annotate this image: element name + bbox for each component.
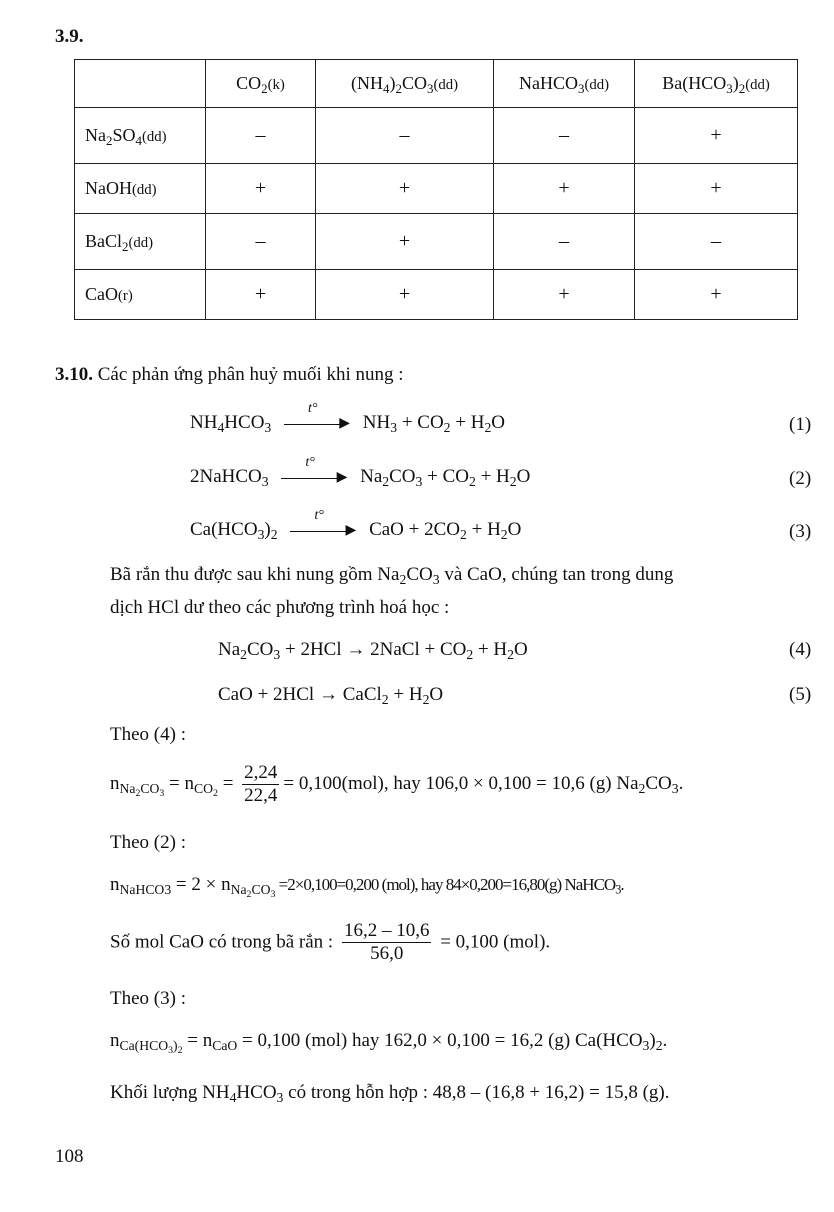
table-header-row [75, 60, 798, 108]
table-cell: + [635, 108, 798, 164]
table-cell: + [635, 270, 798, 320]
col-header-nh4-2co3: $(NH_4)_2CO_3(dd)$ [316, 60, 494, 108]
final-mass-line: Khối lượng $NH_4HCO_3$ có trong hỗn hợp : 48,8 – (16,8 + 16,2) = 15,8 (g). [110, 1082, 670, 1106]
section-intro: Các phản ứng phân huỷ muối khi nung : [97, 364, 404, 385]
reaction-table [74, 59, 798, 320]
equation-number-3: (3) [789, 521, 812, 542]
theo-3-label: Theo (3) : [110, 988, 186, 1009]
table-cell: – [206, 108, 316, 164]
paragraph-line-2: dịch HCl dư theo các phương trình hoá học : [110, 597, 450, 618]
row-header-na2so4: $Na_2SO_4(dd)$ [75, 108, 206, 164]
equation-5: CaO + 2HCl → CaCl$_2$ + $H_2O$ [218, 684, 444, 708]
table-cell: – [635, 214, 798, 270]
table-cell: + [635, 164, 798, 214]
table-cell: + [206, 164, 316, 214]
table-cell: – [494, 214, 635, 270]
section-heading-3-10 [55, 364, 404, 386]
equation-1: $NH_4HCO_3$ t° ▶ $NH_3 + CO_2 + H_2O$ [190, 400, 506, 436]
equation-2: 2NaHCO$_3$ t° ▶ $Na_2CO_3 + CO_2 + H_2O$ [190, 454, 531, 490]
table-cell: – [206, 214, 316, 270]
page-number: 108 [55, 1146, 84, 1167]
col-header-ba-hco3-2: $Ba(HCO_3)_2(dd)$ [635, 60, 798, 108]
cao-moles-line: Số mol CaO có trong bã rắn : $\frac{16,2 - 10,6}{56,0}$ = 0,100 (mol). [110, 920, 551, 964]
row-header-bacl2: BaCl$_2$(dd) [75, 214, 206, 270]
table-row [75, 270, 798, 320]
heat-arrow: t° ▶ [281, 471, 347, 485]
calculation-ca-hco3-2: $n_{Ca(HCO_3)_2} = n_{CaO} = 0,100$ (mol) hay 162,0 × 0,100 = 16,2 (g) $Ca(HCO_3)_2$. [110, 1030, 668, 1057]
table-corner-cell [75, 60, 206, 108]
paragraph-line-1: Bã rắn thu được sau khi nung gồm $Na_2CO_3$ và CaO, chúng tan trong dung [110, 564, 674, 588]
equation-4: $Na_2CO_3 + 2HCl$ → 2NaCl + $CO_2 + H_2O$ [218, 639, 528, 663]
theo-2-label: Theo (2) : [110, 832, 186, 853]
table-cell: + [206, 270, 316, 320]
equation-3: $Ca(HCO_3)_2$ t° ▶ CaO + $2CO_2 + H_2O$ [190, 507, 522, 543]
equation-number-4: (4) [789, 639, 812, 660]
table-cell: + [494, 164, 635, 214]
calculation-na2co3: $n_{Na_2CO_3} = n_{CO_2}$ = $\frac{2,24}{22,4}$ = 0,100(mol), hay 106,0 × 0,100 = 10,6 (g) $Na_2CO_3$. [110, 762, 684, 806]
section-label-3-9: 3.9. [55, 26, 84, 47]
calculation-nahco3: $n_{NaHCO3} = 2 \times n_{Na_2CO_3} =2\times 0,100=0,200$ (mol), hay 84×0,200=16,80(g) NaHCO$_3$. [110, 874, 624, 901]
fraction-cao: $\frac{16,2 - 10,6}{56,0}$ [343, 920, 430, 964]
table-row [75, 214, 798, 270]
table-cell: + [316, 164, 494, 214]
section-label-3-10: 3.10. [55, 364, 93, 385]
table-cell: – [494, 108, 635, 164]
theo-4-label: Theo (4) : [110, 724, 186, 745]
heat-arrow: t° ▶ [284, 417, 350, 431]
table-row [75, 108, 798, 164]
col-header-co2: $CO_2(k)$ [206, 60, 316, 108]
col-header-nahco3: NaHCO$_3$(dd) [494, 60, 635, 108]
equation-number-2: (2) [789, 468, 812, 489]
fraction-2-24-over-22-4: $\frac{2,24}{22,4}$ [244, 762, 278, 806]
table-cell: – [316, 108, 494, 164]
table-cell: + [316, 270, 494, 320]
table-cell: + [494, 270, 635, 320]
row-header-cao: CaO(r) [75, 270, 206, 320]
table-cell: + [316, 214, 494, 270]
equation-number-5: (5) [789, 684, 812, 705]
equation-number-1: (1) [789, 414, 812, 435]
heat-arrow: t° ▶ [290, 524, 356, 538]
table-row [75, 164, 798, 214]
row-header-naoh: NaOH(dd) [75, 164, 206, 214]
